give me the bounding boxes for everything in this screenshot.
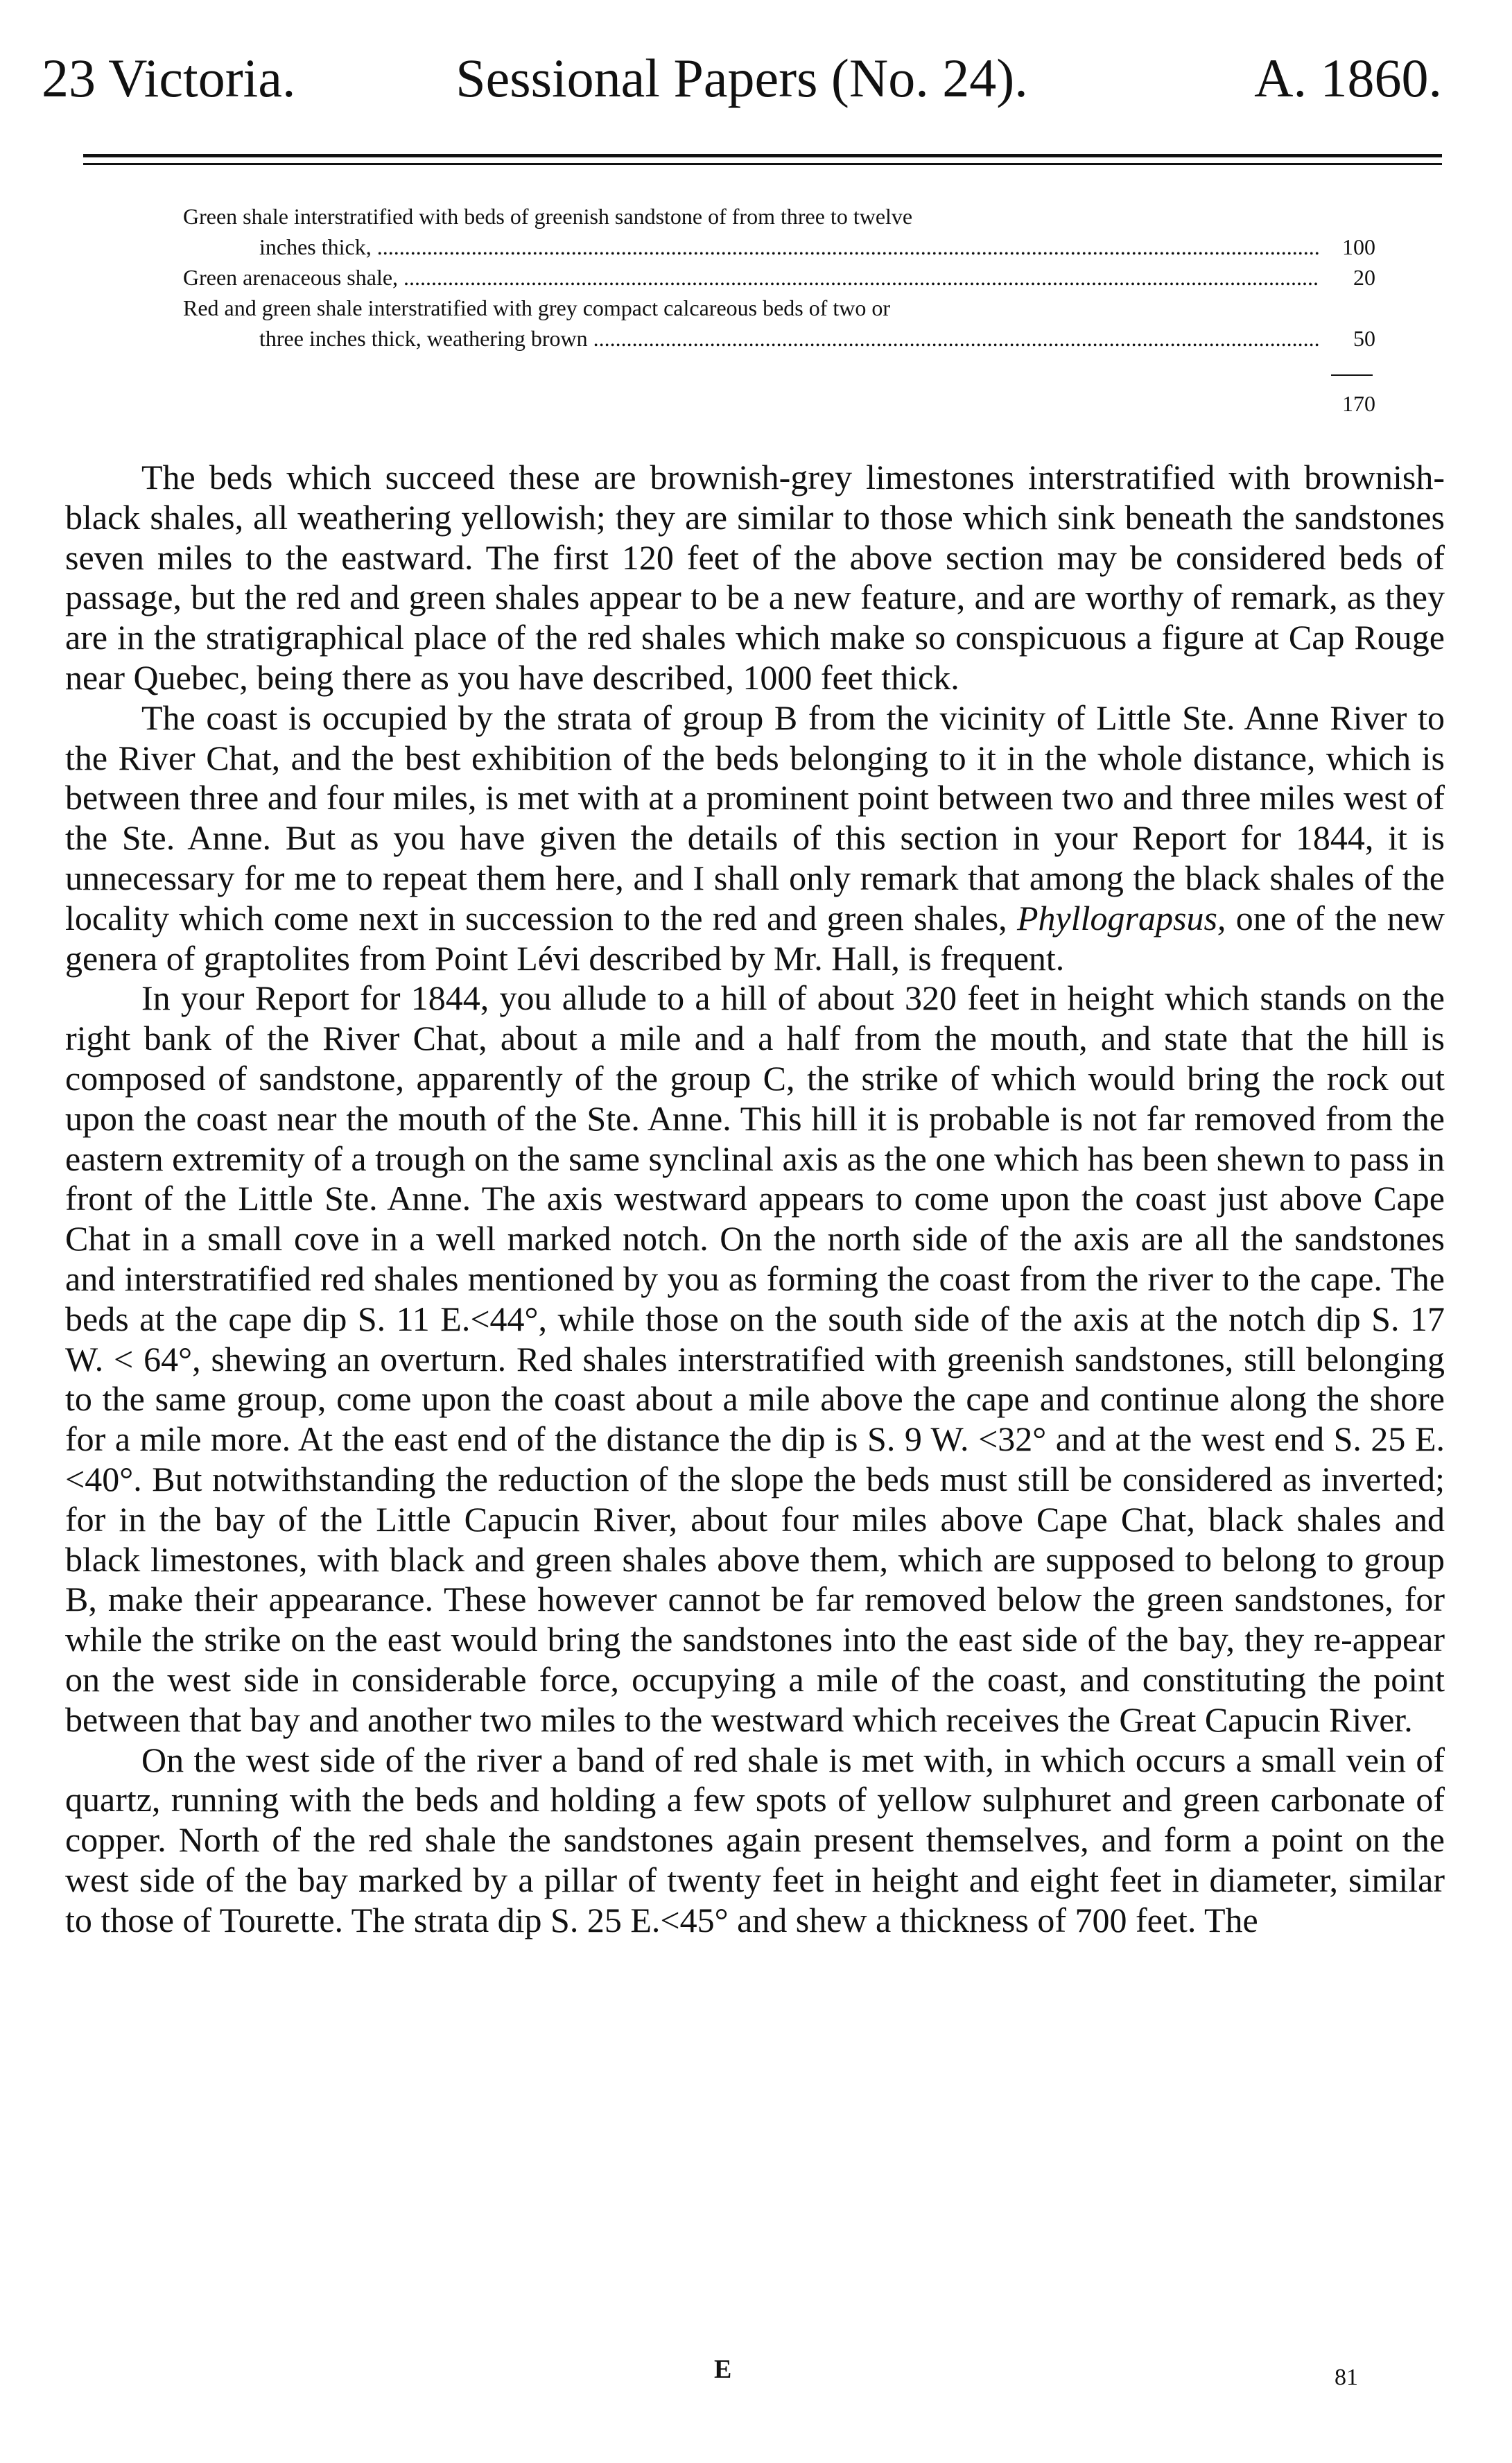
section-row-text: Red and green shale interstratified with grey compact calcareous beds of two or <box>183 295 891 320</box>
genus-name: Phyllograpsus, <box>1017 898 1226 937</box>
total-rule <box>1331 374 1373 376</box>
section-row <box>183 293 1375 323</box>
section-total: 170 <box>1342 391 1375 416</box>
body-text <box>65 458 1445 1940</box>
section-row <box>183 201 1375 232</box>
paragraph: On the west side of the river a band of red shale is met with, in which occurs a small vein of quartz, running with the beds and holding a few spots of yellow sulphuret and green carbonate of copper. North of the red shale the sandstones again present themselves, and form a point on the west side of the bay marked by a pillar of twenty feet in height and eight feet in diameter, similar to those of Tourette. The strata dip S. 25 E.<45° and shew a thickness of 700 feet. The <box>65 1740 1445 1939</box>
section-row-text: Green shale interstratified with beds of greenish sandstone of from three to twelve <box>183 204 913 229</box>
paragraph: The beds which succeed these are brownish-grey limestones interstratified with brownish-black shales, all weathering yellowish; they are similar to those which sink beneath the sandstones seven miles to the eastward. The first 120 feet of the above section may be considered beds of passage, but the red and green shales appear to be a new feature, and are worthy of remark, as they are in the stratigraphical place of the red shales which make so conspicuous a figure at Cap Rouge near Quebec, being there as you have described, 1000 feet thick. <box>65 458 1445 697</box>
section-row <box>183 262 1375 293</box>
paragraph: In your Report for 1844, you allude to a hill of about 320 feet in height which stands on the right bank of the River Chat, about a mile and a half from the mouth, and state that the hill is composed of sandstone, apparently of the group C, the strike of which would bring the rock out upon the coast near the mouth of the Ste. Anne. This hill it is probable is not far removed from the eastern extremity of a trough on the same synclinal axis as the one which has been shewn to pass in front of the Little Ste. Anne. The axis westward appears to come upon the coast just above Cape Chat in a small cove in a well marked notch. On the north side of the axis are all the sandstones and interstratified red shales mentioned by you as forming the coast from the river to the cape. The beds at the cape dip S. 11 E.<44°, while those on the south side of the axis at the notch dip S. 17 W. < 64°, shewing an overturn. Red shales interstratified with greenish sandstones, still belonging to the same group, come upon the coast about a mile above the cape and continue along the shore for a mile more. At the east end of the distance the dip is S. 9 W. <32° and at the west end S. 25 E. <40°. But notwithstanding the reduction of the slope the beds must still be considered as inverted; for in the bay of the Little Capucin River, about four miles above Cape Chat, black shales and black limestones, with black and green shales above them, which are supposed to belong to group B, make their appearance. These however cannot be far removed below the green sandstones, for while the strike on the east would bring the sandstones into the east side of the bay, they re-appear on the west side in considerable force, occupying a mile of the coast, and constituting the point between that bay and another two miles to the westward which receives the Great Capucin River. <box>65 978 1445 1739</box>
paragraph-text: one of the new genera of graptolites from Point Lévi described by Mr. Hall, is frequent. <box>65 898 1445 978</box>
section-row-value <box>1320 293 1375 323</box>
header-double-rule <box>83 154 1442 165</box>
section-row-value: 50 <box>1353 326 1375 351</box>
section-row-value <box>1320 201 1375 232</box>
page-number: 81 <box>1335 2365 1358 2390</box>
section-row-text: inches thick, ..... <box>183 232 1320 262</box>
section-row-text: Green arenaceous shale, ..... <box>183 262 1320 293</box>
header-title: Sessional Papers (No. 24). <box>455 48 1028 108</box>
paragraph-text: The coast is occupied by the strata of group B from the vicinity of Little Ste. Anne River to the River Chat, and the best exhibition of the beds belonging to it in the whole distance, which is between three and four miles, is met with at a prominent point between two and three miles west of the Ste. Anne. But as you have given the details of this section in your Report for 1844, it is unnecessary for me to repeat them here, and I shall only remark that among the black shales of the locality which come next in succession to the red and green shales, <box>65 698 1445 937</box>
running-header <box>42 40 1442 116</box>
section-row-value: 100 <box>1342 234 1375 259</box>
section-row-value: 20 <box>1353 265 1375 290</box>
section-row <box>183 323 1375 354</box>
section-row-text: three inches thick, weathering brown ..... <box>183 323 1320 354</box>
header-year: A. 1860. <box>1254 48 1442 108</box>
paragraph <box>65 698 1445 979</box>
signature-mark: E <box>714 2355 732 2384</box>
section-row <box>183 232 1375 262</box>
header-session: 23 Victoria. <box>42 48 296 108</box>
strata-section-table <box>183 201 1375 354</box>
